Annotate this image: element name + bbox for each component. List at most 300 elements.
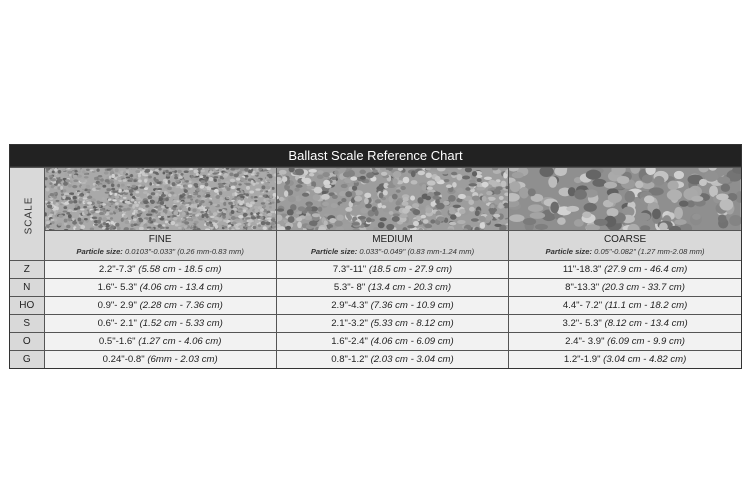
gravel-stone bbox=[479, 222, 484, 229]
gravel-stone bbox=[168, 194, 172, 198]
gravel-stone bbox=[705, 171, 719, 182]
gravel-stone bbox=[196, 195, 200, 198]
gravel-stone bbox=[120, 184, 124, 187]
gravel-stone bbox=[402, 208, 409, 213]
gravel-stone bbox=[126, 184, 130, 187]
gravel-stone bbox=[288, 216, 295, 223]
gravel-stone bbox=[260, 221, 265, 225]
gravel-stone bbox=[155, 184, 159, 186]
gravel-stone bbox=[485, 215, 493, 221]
gravel-stone bbox=[136, 214, 140, 217]
scale-header-label: SCALE bbox=[23, 196, 35, 235]
gravel-stone bbox=[674, 207, 683, 219]
gravel-stone bbox=[112, 190, 117, 192]
gravel-stone bbox=[277, 208, 284, 211]
gravel-stone bbox=[237, 210, 241, 212]
gravel-stone bbox=[266, 174, 271, 177]
gravel-stone bbox=[176, 219, 179, 222]
gravel-stone bbox=[222, 176, 227, 178]
grade-name: MEDIUM bbox=[372, 234, 413, 245]
gravel-stone bbox=[270, 202, 274, 204]
gravel-stone bbox=[103, 171, 108, 174]
gravel-stone bbox=[201, 214, 204, 218]
gravel-stone bbox=[157, 216, 160, 218]
gravel-stone bbox=[296, 211, 302, 214]
value-cm: (3.04 cm - 4.82 cm) bbox=[603, 354, 687, 365]
gravel-stone bbox=[97, 175, 101, 177]
gravel-stone bbox=[430, 219, 435, 223]
gravel-stone bbox=[500, 181, 506, 188]
gravel-stone bbox=[172, 217, 177, 220]
gravel-stone bbox=[57, 170, 61, 174]
gravel-stone bbox=[183, 189, 187, 193]
value-cell bbox=[276, 351, 508, 369]
gravel-stone bbox=[451, 172, 457, 176]
gravel-stone bbox=[155, 193, 158, 196]
gravel-stone bbox=[212, 173, 216, 175]
gravel-stone bbox=[51, 171, 54, 174]
gravel-stone bbox=[64, 173, 67, 176]
gravel-stone bbox=[158, 197, 163, 201]
gravel-stone bbox=[130, 221, 134, 224]
gravel-stone bbox=[98, 184, 102, 187]
gravel-stone bbox=[67, 218, 72, 220]
gravel-stone bbox=[253, 206, 258, 209]
gravel-stone bbox=[259, 216, 263, 219]
gravel-stone bbox=[468, 183, 477, 186]
fine-ballast-photo bbox=[44, 168, 276, 231]
gravel-stone bbox=[425, 172, 431, 178]
gravel-stone bbox=[87, 202, 92, 205]
gravel-stone bbox=[90, 210, 94, 212]
medium-ballast-photo bbox=[276, 168, 508, 231]
gravel-stone bbox=[85, 193, 88, 197]
gravel-stone bbox=[173, 194, 177, 197]
gravel-stone bbox=[383, 208, 389, 212]
gravel-stone bbox=[395, 201, 400, 206]
gravel-stone bbox=[153, 223, 158, 225]
gravel-stone bbox=[200, 180, 205, 183]
value-inches: 1.6"- 5.3" bbox=[97, 282, 137, 293]
value-cell bbox=[276, 297, 508, 315]
gravel-stone bbox=[257, 206, 261, 209]
gravel-stone bbox=[317, 170, 323, 174]
gravel-stone bbox=[143, 191, 147, 194]
value-cm: (1.52 cm - 5.33 cm) bbox=[139, 318, 223, 329]
gravel-stone bbox=[213, 189, 218, 193]
gravel-stone bbox=[400, 214, 408, 219]
gravel-stone bbox=[227, 170, 230, 172]
gravel-stone bbox=[72, 175, 77, 178]
gravel-stone bbox=[91, 171, 95, 173]
gravel-stone bbox=[135, 191, 139, 193]
gravel-stone bbox=[260, 181, 263, 183]
gravel-stone bbox=[452, 182, 457, 188]
gravel-stone bbox=[189, 172, 193, 176]
gravel-stone bbox=[49, 214, 53, 216]
gravel-stone bbox=[66, 212, 70, 215]
grade-header-coarse bbox=[509, 231, 741, 261]
gravel-stone bbox=[204, 207, 209, 210]
value-cm: (5.33 cm - 8.12 cm) bbox=[370, 318, 454, 329]
gravel-stone bbox=[557, 217, 566, 225]
gravel-stone bbox=[76, 175, 81, 178]
gravel-stone bbox=[181, 212, 185, 216]
gravel-stone bbox=[233, 173, 238, 177]
gravel-stone bbox=[115, 202, 119, 205]
gravel-stone bbox=[195, 214, 199, 216]
value-cell bbox=[509, 279, 741, 297]
gravel-stone bbox=[716, 193, 729, 200]
gravel-stone bbox=[332, 195, 338, 199]
gravel-stone bbox=[229, 179, 234, 183]
gravel-stone bbox=[117, 184, 120, 188]
gravel-stone bbox=[158, 192, 162, 195]
gravel-stone bbox=[318, 207, 323, 212]
gravel-stone bbox=[130, 223, 133, 227]
gravel-stone bbox=[679, 200, 688, 206]
gravel-stone bbox=[65, 179, 70, 182]
gravel-stone bbox=[162, 224, 165, 226]
gravel-stone bbox=[257, 224, 260, 227]
gravel-stone bbox=[240, 201, 244, 203]
gravel-stone bbox=[476, 175, 482, 178]
gravel-stone bbox=[218, 191, 221, 195]
gravel-stone bbox=[379, 193, 384, 199]
gravel-stone bbox=[77, 218, 81, 222]
gravel-stone bbox=[174, 224, 178, 227]
gravel-stone bbox=[324, 184, 331, 188]
gravel-stone bbox=[172, 205, 176, 208]
particle-size-label: Particle size: bbox=[310, 247, 358, 256]
gravel-stone bbox=[80, 185, 85, 189]
gravel-stone bbox=[73, 208, 77, 211]
particle-size bbox=[509, 246, 741, 257]
gravel-stone bbox=[644, 195, 654, 203]
gravel-stone bbox=[129, 193, 132, 196]
gravel-stone bbox=[652, 209, 661, 220]
gravel-stone bbox=[122, 197, 126, 199]
gravel-stone bbox=[109, 212, 113, 214]
gravel-stone bbox=[82, 198, 87, 200]
gravel-stone bbox=[331, 177, 337, 180]
gravel-stone bbox=[410, 196, 415, 201]
gravel-stone bbox=[98, 205, 101, 208]
gravel-stone bbox=[72, 196, 76, 200]
gravel-stone bbox=[481, 182, 488, 187]
gravel-stone bbox=[298, 206, 305, 211]
gravel-stone bbox=[160, 212, 165, 216]
value-cell bbox=[276, 333, 508, 351]
gravel-stone bbox=[223, 202, 226, 206]
gravel-stone bbox=[512, 172, 524, 178]
gravel-stone bbox=[494, 224, 501, 227]
value-cell bbox=[44, 261, 276, 279]
gravel-stone bbox=[245, 186, 249, 190]
gravel-stone bbox=[187, 188, 191, 191]
value-cm: (20.3 cm - 33.7 cm) bbox=[601, 282, 685, 293]
gravel-stone bbox=[427, 187, 433, 190]
gravel-stone bbox=[101, 197, 104, 201]
gravel-stone bbox=[196, 188, 199, 192]
gravel-stone bbox=[205, 194, 210, 197]
gravel-stone bbox=[134, 201, 137, 204]
gravel-stone bbox=[427, 180, 436, 185]
gravel-stone bbox=[249, 190, 254, 193]
gravel-stone bbox=[420, 215, 425, 219]
gravel-stone bbox=[468, 199, 474, 205]
value-inches: 5.3"- 8" bbox=[333, 282, 366, 293]
gravel-stone bbox=[264, 198, 269, 200]
gravel-stone bbox=[392, 178, 397, 185]
gravel-stone bbox=[584, 203, 597, 212]
gravel-stone bbox=[347, 215, 352, 221]
gravel-stone bbox=[509, 214, 524, 222]
gravel-stone bbox=[215, 195, 220, 199]
table-row bbox=[10, 333, 741, 351]
gravel-stone bbox=[229, 172, 233, 176]
gravel-stone bbox=[87, 189, 90, 192]
gravel-stone bbox=[254, 209, 258, 213]
value-cell bbox=[509, 261, 741, 279]
gravel-stone bbox=[138, 179, 142, 182]
gravel-stone bbox=[692, 214, 701, 220]
gravel-stone bbox=[109, 180, 114, 184]
gravel-stone bbox=[264, 182, 268, 185]
grade-name: FINE bbox=[148, 234, 172, 245]
gravel-stone bbox=[477, 178, 482, 182]
gravel-stone bbox=[691, 196, 703, 202]
gravel-stone bbox=[213, 176, 218, 178]
gravel-stone bbox=[235, 178, 239, 181]
table-row bbox=[10, 351, 741, 369]
gravel-stone bbox=[95, 188, 100, 190]
gravel-stone bbox=[413, 221, 419, 226]
gravel-stone bbox=[407, 225, 415, 228]
gravel-stone bbox=[138, 218, 142, 220]
gravel-stone bbox=[312, 194, 320, 201]
value-inches: 2.1"-3.2" bbox=[331, 318, 368, 329]
medium-gravel-image bbox=[277, 168, 508, 230]
value-cell bbox=[509, 315, 741, 333]
value-inches: 8"-13.3" bbox=[565, 282, 600, 293]
gravel-stone bbox=[285, 226, 290, 230]
gravel-stone bbox=[171, 182, 175, 186]
gravel-stone bbox=[110, 205, 114, 209]
gravel-stone bbox=[269, 222, 274, 225]
gravel-stone bbox=[235, 227, 239, 229]
gravel-stone bbox=[297, 222, 302, 229]
gravel-stone bbox=[230, 216, 235, 220]
gravel-stone bbox=[124, 201, 129, 204]
gravel-stone bbox=[375, 199, 381, 203]
gravel-stone bbox=[425, 196, 431, 200]
gravel-stone bbox=[225, 181, 229, 184]
value-cell bbox=[509, 351, 741, 369]
gravel-stone bbox=[204, 219, 207, 221]
gravel-stone bbox=[242, 220, 246, 222]
gravel-stone bbox=[265, 176, 268, 179]
gravel-stone bbox=[63, 189, 66, 192]
gravel-stone bbox=[141, 172, 144, 176]
gravel-stone bbox=[193, 170, 198, 174]
gravel-stone bbox=[67, 171, 72, 174]
gravel-stone bbox=[187, 184, 192, 187]
gravel-stone bbox=[72, 221, 77, 225]
gravel-stone bbox=[296, 184, 303, 188]
gravel-stone bbox=[72, 185, 77, 188]
gravel-stone bbox=[449, 207, 455, 213]
gravel-stone bbox=[52, 201, 55, 205]
gravel-stone bbox=[574, 189, 587, 199]
gravel-stone bbox=[449, 222, 456, 226]
gravel-stone bbox=[250, 212, 253, 215]
gravel-stone bbox=[221, 213, 226, 216]
gravel-stone bbox=[63, 182, 68, 186]
particle-size-label: Particle size: bbox=[76, 247, 123, 256]
gravel-stone bbox=[245, 203, 249, 207]
ballast-table bbox=[10, 167, 741, 368]
gravel-stone bbox=[309, 173, 314, 177]
gravel-stone bbox=[413, 175, 422, 180]
gravel-stone bbox=[674, 219, 686, 225]
gravel-stone bbox=[230, 168, 235, 171]
gravel-stone bbox=[57, 223, 62, 226]
gravel-stone bbox=[396, 189, 401, 193]
gravel-stone bbox=[66, 225, 70, 229]
gravel-stone bbox=[250, 180, 253, 184]
gravel-stone bbox=[330, 203, 337, 208]
gravel-stone bbox=[458, 194, 466, 199]
gravel-stone bbox=[205, 222, 209, 226]
gravel-stone bbox=[258, 198, 261, 200]
gravel-stone bbox=[237, 196, 241, 199]
gravel-stone bbox=[424, 224, 432, 228]
gravel-stone bbox=[432, 195, 439, 199]
gravel-stone bbox=[251, 217, 256, 219]
gravel-stone bbox=[202, 188, 207, 190]
gravel-stone bbox=[218, 218, 222, 221]
gravel-stone bbox=[303, 178, 311, 184]
gravel-stone bbox=[245, 183, 250, 186]
gravel-stone bbox=[268, 178, 272, 181]
gravel-stone bbox=[122, 179, 126, 182]
gravel-stone bbox=[135, 170, 140, 173]
scale-cell: S bbox=[10, 315, 44, 333]
gravel-stone bbox=[250, 174, 254, 176]
gravel-stone bbox=[304, 216, 312, 220]
gravel-stone bbox=[381, 205, 386, 208]
gravel-stone bbox=[100, 178, 104, 181]
value-cm: (11.1 cm - 18.2 cm) bbox=[604, 300, 688, 311]
gravel-stone bbox=[125, 177, 129, 179]
coarse-gravel-image bbox=[509, 168, 741, 230]
gravel-stone bbox=[142, 219, 146, 223]
gravel-stone bbox=[233, 201, 236, 204]
ballast-chart bbox=[9, 144, 742, 369]
gravel-stone bbox=[265, 221, 270, 225]
gravel-stone bbox=[124, 190, 128, 193]
gravel-stone bbox=[423, 219, 429, 224]
gravel-stone bbox=[199, 175, 203, 178]
scale-cell: G bbox=[10, 351, 44, 369]
gravel-stone bbox=[309, 220, 318, 226]
gravel-stone bbox=[528, 188, 536, 196]
gravel-stone bbox=[191, 178, 196, 181]
gravel-stone bbox=[257, 179, 260, 182]
gravel-stone bbox=[235, 191, 239, 193]
gravel-stone bbox=[148, 176, 152, 179]
gravel-stone bbox=[62, 210, 67, 212]
gravel-stone bbox=[150, 192, 154, 195]
gravel-stone bbox=[392, 216, 400, 222]
gravel-stone bbox=[122, 171, 125, 174]
gravel-stone bbox=[412, 203, 419, 208]
table-row bbox=[10, 261, 741, 279]
gravel-stone bbox=[209, 223, 213, 227]
gravel-stone bbox=[494, 200, 499, 204]
gravel-stone bbox=[87, 213, 91, 215]
gravel-stone bbox=[608, 193, 622, 203]
value-cm: (2.03 cm - 3.04 cm) bbox=[370, 354, 454, 365]
gravel-stone bbox=[642, 175, 653, 184]
value-cell bbox=[276, 279, 508, 297]
gravel-stone bbox=[635, 181, 643, 189]
chart-title: Ballast Scale Reference Chart bbox=[10, 145, 741, 167]
gravel-stone bbox=[94, 204, 98, 207]
gravel-stone bbox=[193, 183, 198, 187]
gravel-stone bbox=[147, 195, 152, 199]
gravel-stone bbox=[248, 219, 252, 223]
gravel-stone bbox=[53, 192, 56, 195]
gravel-stone bbox=[668, 180, 679, 190]
gravel-stone bbox=[91, 217, 95, 219]
gravel-stone bbox=[288, 196, 296, 202]
gravel-stone bbox=[253, 196, 257, 199]
value-cell bbox=[44, 297, 276, 315]
gravel-stone bbox=[218, 184, 223, 188]
gravel-stone bbox=[674, 171, 684, 179]
gravel-stone bbox=[222, 189, 226, 192]
gravel-stone bbox=[213, 179, 216, 182]
gravel-stone bbox=[226, 197, 229, 199]
fine-gravel-image bbox=[45, 168, 276, 230]
gravel-stone bbox=[183, 226, 186, 228]
gravel-stone bbox=[76, 182, 80, 185]
gravel-stone bbox=[269, 195, 272, 199]
particle-size-value: 0.05"-0.082" (1.27 mm-2.08 mm) bbox=[594, 247, 705, 256]
gravel-stone bbox=[223, 220, 228, 222]
gravel-stone bbox=[85, 185, 89, 189]
gravel-stone bbox=[106, 188, 111, 191]
gravel-stone bbox=[343, 172, 351, 178]
gravel-stone bbox=[109, 217, 112, 220]
gravel-stone bbox=[472, 171, 477, 176]
gravel-stone bbox=[401, 201, 408, 206]
gravel-stone bbox=[217, 224, 221, 227]
gravel-stone bbox=[471, 218, 479, 221]
gravel-stone bbox=[323, 220, 328, 226]
gravel-stone bbox=[98, 225, 103, 227]
gravel-stone bbox=[168, 172, 172, 175]
gravel-stone bbox=[240, 198, 243, 201]
gravel-stone bbox=[62, 169, 66, 171]
gravel-stone bbox=[104, 192, 109, 194]
gravel-stone bbox=[163, 191, 166, 195]
gravel-stone bbox=[357, 216, 365, 219]
gravel-stone bbox=[49, 193, 53, 197]
gravel-stone bbox=[535, 224, 548, 230]
